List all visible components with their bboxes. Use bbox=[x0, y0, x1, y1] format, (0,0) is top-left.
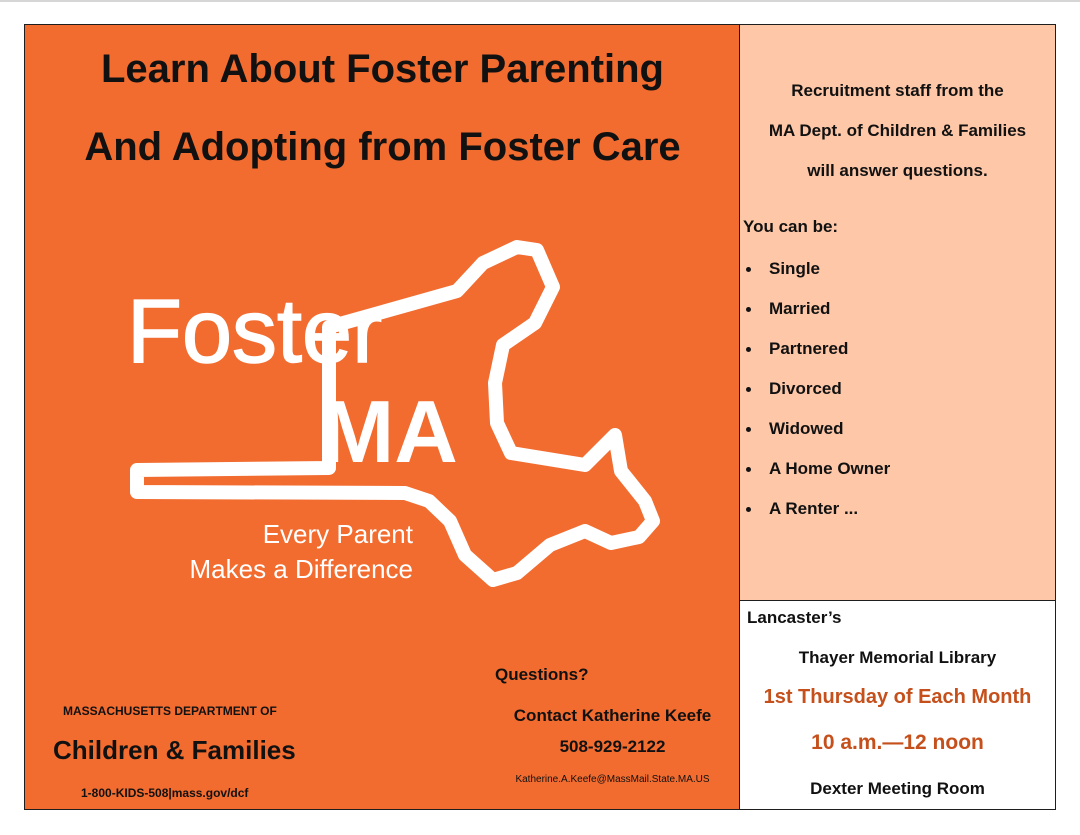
bullet-icon bbox=[746, 467, 751, 472]
recruitment-line: Recruitment staff from the bbox=[791, 81, 1004, 100]
headline-line-1: Learn About Foster Parenting bbox=[100, 47, 664, 91]
list-item bbox=[743, 375, 890, 415]
bullet-icon bbox=[746, 347, 751, 352]
foster-ma-logo bbox=[25, 25, 740, 809]
contact-name: Contact Katherine Keefe bbox=[513, 706, 712, 725]
list-item-label: A Renter ... bbox=[769, 499, 859, 518]
event-town: Lancaster’s bbox=[747, 608, 842, 627]
recruitment-text bbox=[740, 71, 1055, 191]
list-item-label: Divorced bbox=[769, 379, 842, 398]
bullet-icon bbox=[746, 507, 751, 512]
top-rule bbox=[0, 0, 1080, 2]
bullet-icon bbox=[746, 307, 751, 312]
questions-label: Questions? bbox=[495, 665, 589, 684]
bullet-icon bbox=[746, 267, 751, 272]
eligibility-heading: You can be: bbox=[743, 217, 839, 236]
list-item-label: Partnered bbox=[769, 339, 849, 358]
logo-word-foster: Foster bbox=[127, 282, 383, 382]
list-item bbox=[743, 415, 890, 455]
contact-email: Katherine.A.Keefe@MassMail.State.MA.US bbox=[515, 774, 710, 785]
list-item bbox=[743, 495, 890, 535]
recruitment-line: MA Dept. of Children & Families bbox=[768, 121, 1027, 140]
logo-word-ma: MA bbox=[321, 382, 458, 481]
left-panel bbox=[25, 25, 740, 809]
list-item-label: Widowed bbox=[769, 419, 844, 438]
bullet-icon bbox=[746, 427, 751, 432]
event-room: Dexter Meeting Room bbox=[810, 779, 985, 798]
list-item-label: Single bbox=[769, 259, 821, 278]
list-item-label: Married bbox=[769, 299, 831, 318]
list-item bbox=[743, 255, 890, 295]
event-time: 10 a.m.—12 noon bbox=[811, 731, 984, 754]
list-item bbox=[743, 455, 890, 495]
list-item bbox=[743, 335, 890, 375]
event-venue: Thayer Memorial Library bbox=[798, 648, 997, 667]
eligibility-list bbox=[743, 255, 890, 535]
event-schedule: 1st Thursday of Each Month bbox=[763, 686, 1032, 708]
list-item-label: A Home Owner bbox=[769, 459, 891, 478]
bullet-icon bbox=[746, 387, 751, 392]
recruitment-line: will answer questions. bbox=[807, 161, 988, 180]
headline-line-2: And Adopting from Foster Care bbox=[84, 125, 681, 169]
department-contact: 1-800-KIDS-508|mass.gov/dcf bbox=[81, 786, 249, 800]
department-label: MASSACHUSETTS DEPARTMENT OF bbox=[63, 704, 277, 718]
contact-phone: 508-929-2122 bbox=[559, 737, 666, 756]
logo-tagline-line-2: Makes a Difference bbox=[189, 554, 413, 584]
department-name: Children & Families bbox=[53, 735, 296, 765]
flyer bbox=[24, 24, 1056, 810]
list-item bbox=[743, 295, 890, 335]
logo-tagline-line-1: Every Parent bbox=[262, 519, 413, 549]
